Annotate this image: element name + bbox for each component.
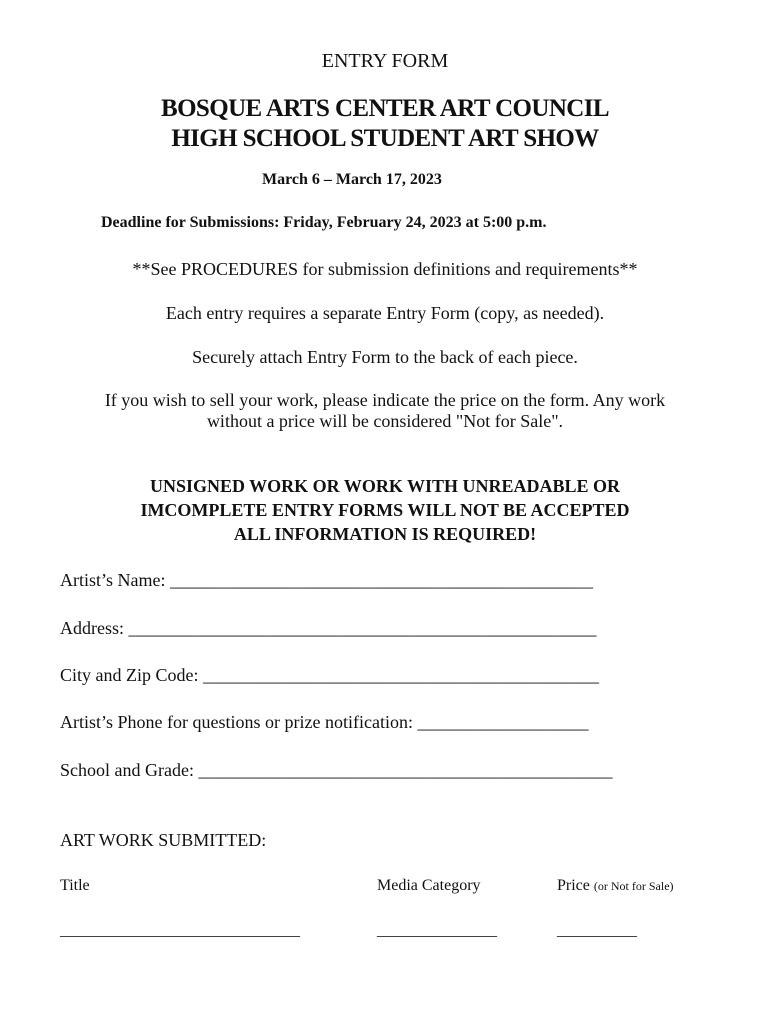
show-dates: March 6 – March 17, 2023 [262,171,442,188]
artwork-section-title: ART WORK SUBMITTED: [60,830,267,850]
address-field[interactable]: Address: ____________________________________________________ [60,618,597,638]
artwork-title-label: Title [60,877,90,894]
attach-note: Securely attach Entry Form to the back of each piece. [192,347,578,367]
org-title [0,94,770,154]
media-category-label: Media Category [377,877,481,894]
media-category-blank[interactable]: _______________ [377,922,497,939]
artwork-title-blank[interactable]: ______________________________ [60,922,300,939]
form-title: ENTRY FORM [321,50,449,72]
submission-deadline: Deadline for Submissions: Friday, February 24, 2023 at 5:00 p.m. [101,214,547,231]
price-label [557,876,674,896]
price-blank[interactable]: __________ [557,922,637,939]
artist-name-field[interactable]: Artist’s Name: _______________________________________________ [60,570,593,590]
price-label-note: (or Not for Sale) [593,879,674,893]
org-title-line-1: BOSQUE ARTS CENTER ART COUNCIL [161,95,609,122]
procedures-note: **See PROCEDURES for submission definitions and requirements** [132,259,638,279]
city-zip-field[interactable]: City and Zip Code: ____________________________________________ [60,665,599,685]
sell-note-line-1: If you wish to sell your work, please indicate the price on the form. Any work [104,390,666,410]
org-title-line-2: HIGH SCHOOL STUDENT ART SHOW [171,125,599,152]
separate-form-note: Each entry requires a separate Entry Form (copy, as needed). [165,303,605,323]
warning-line-1: UNSIGNED WORK OR WORK WITH UNREADABLE OR [149,476,621,496]
sell-note-line-2: without a price will be considered "Not for Sale". [206,411,564,431]
acceptance-warning [0,474,770,546]
warning-line-3: ALL INFORMATION IS REQUIRED! [233,524,537,544]
warning-line-2: IMCOMPLETE ENTRY FORMS WILL NOT BE ACCEPTED [140,500,630,520]
price-label-text: Price [557,877,590,894]
artist-phone-field[interactable]: Artist’s Phone for questions or prize notification: ___________________ [60,712,589,732]
school-grade-field[interactable]: School and Grade: ______________________________________________ [60,760,613,780]
